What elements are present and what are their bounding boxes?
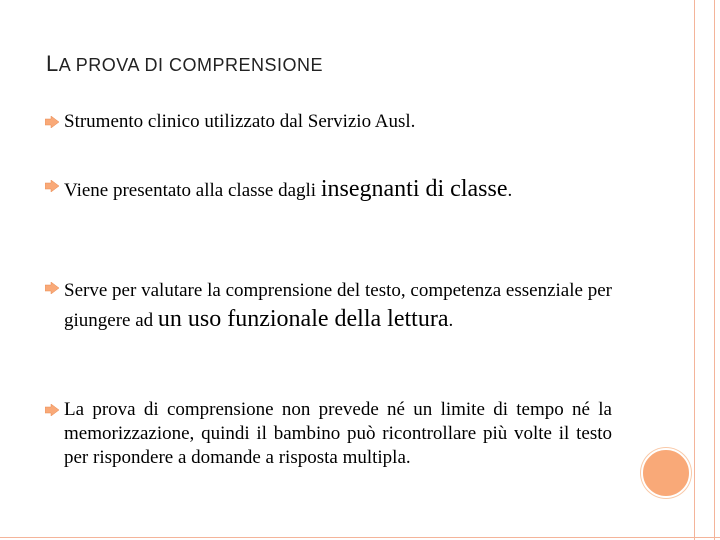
arrow-bullet-icon	[45, 404, 59, 416]
arrow-bullet-icon	[45, 282, 59, 294]
bullet-text: Serve per valutare la comprensione del testo, competenza essenziale per giungere ad un uso funzionale della lettura.	[64, 280, 612, 332]
frame-line-right-outer	[714, 0, 715, 540]
bullet-emphasis: insegnanti di classe	[320, 176, 508, 202]
arrow-bullet-icon	[45, 116, 59, 128]
bullet-text: Viene presentato alla classe dagli insegnanti di classe.	[64, 176, 513, 202]
frame-line-right-inner	[694, 0, 695, 540]
title-rest: A PROVA DI COMPRENSIONE	[58, 55, 323, 75]
bullet-text: La prova di comprensione non prevede né un limite di tempo né la memorizzazione, quindi il bambino può ricontrollare più volte il testo per rispondere a domande a risposta multipla.	[64, 399, 612, 468]
bullet-text: Strumento clinico utilizzato dal Servizio Ausl.	[64, 111, 416, 132]
frame-line-bottom	[0, 537, 720, 538]
decorative-circle	[641, 448, 691, 498]
title-first-letter: L	[46, 51, 59, 76]
bullet-emphasis: un uso funzionale della lettura	[157, 306, 449, 332]
slide-title	[46, 51, 323, 77]
arrow-bullet-icon	[45, 180, 59, 192]
